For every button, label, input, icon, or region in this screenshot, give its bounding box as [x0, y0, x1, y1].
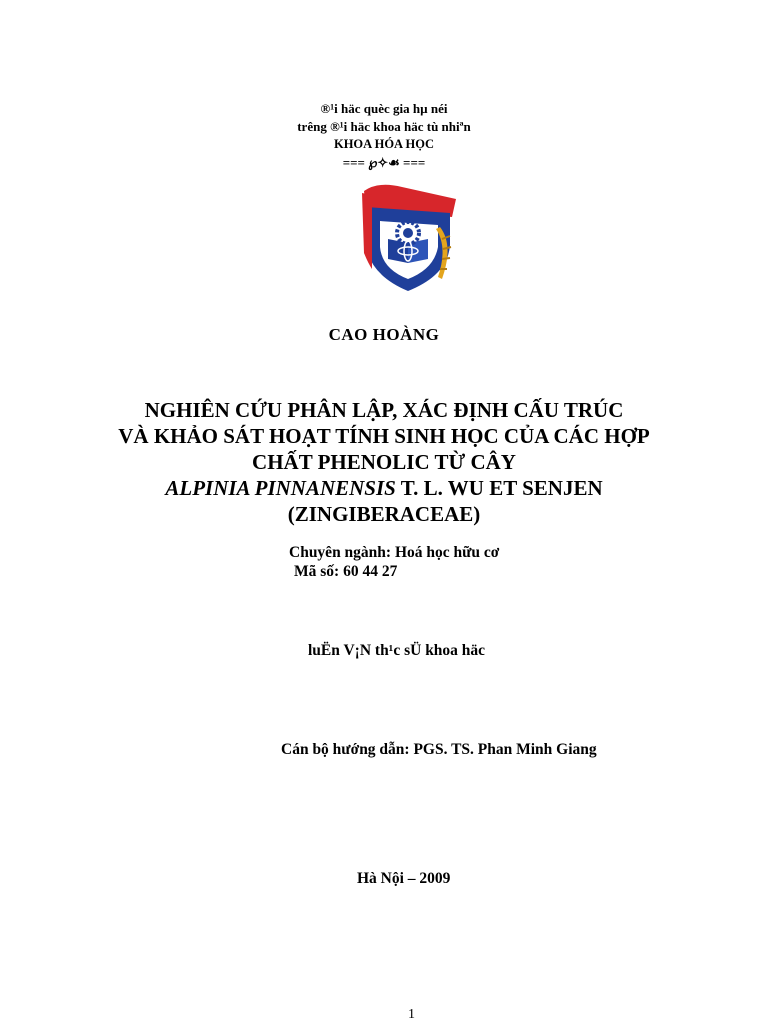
header-faculty: KHOA HÓA HỌC	[333, 137, 434, 151]
specialization: Chuyên ngành: Hoá học hữu cơ	[289, 544, 500, 561]
supervisor: Cán bộ hướng dẫn: PGS. TS. Phan Minh Giang	[281, 741, 597, 758]
header-school: trêng ®¹i häc khoa häc tù nhiªn	[297, 119, 471, 134]
university-emblem-icon	[358, 183, 462, 295]
specialization-code: Mã số: 60 44 27	[294, 563, 398, 580]
thesis-title-line-2: VÀ KHẢO SÁT HOẠT TÍNH SINH HỌC CỦA CÁC HỢP	[118, 424, 650, 448]
header-ornament: === ℘✧☙ ===	[342, 155, 426, 170]
place-and-year: Hà Nội – 2009	[357, 870, 451, 887]
thesis-title-line-3: CHẤT PHENOLIC TỪ CÂY	[252, 450, 516, 474]
thesis-title-line-1: NGHIÊN CỨU PHÂN LẬP, XÁC ĐỊNH CẤU TRÚC	[144, 398, 624, 422]
thesis-title-line-5: (ZINGIBERACEAE)	[287, 502, 481, 526]
header-university: ®¹i häc quèc gia hµ néi	[320, 101, 448, 116]
author-name: CAO HOÀNG	[328, 325, 440, 344]
species-name: ALPINIA PINNANENSIS	[165, 476, 396, 500]
species-authority: T. L. WU ET SENJEN	[395, 476, 603, 500]
thesis-type: luËn V¡N th¹c sÜ khoa häc	[308, 642, 486, 659]
page-number: 1	[408, 1007, 415, 1022]
thesis-title-line-4	[0, 475, 768, 501]
